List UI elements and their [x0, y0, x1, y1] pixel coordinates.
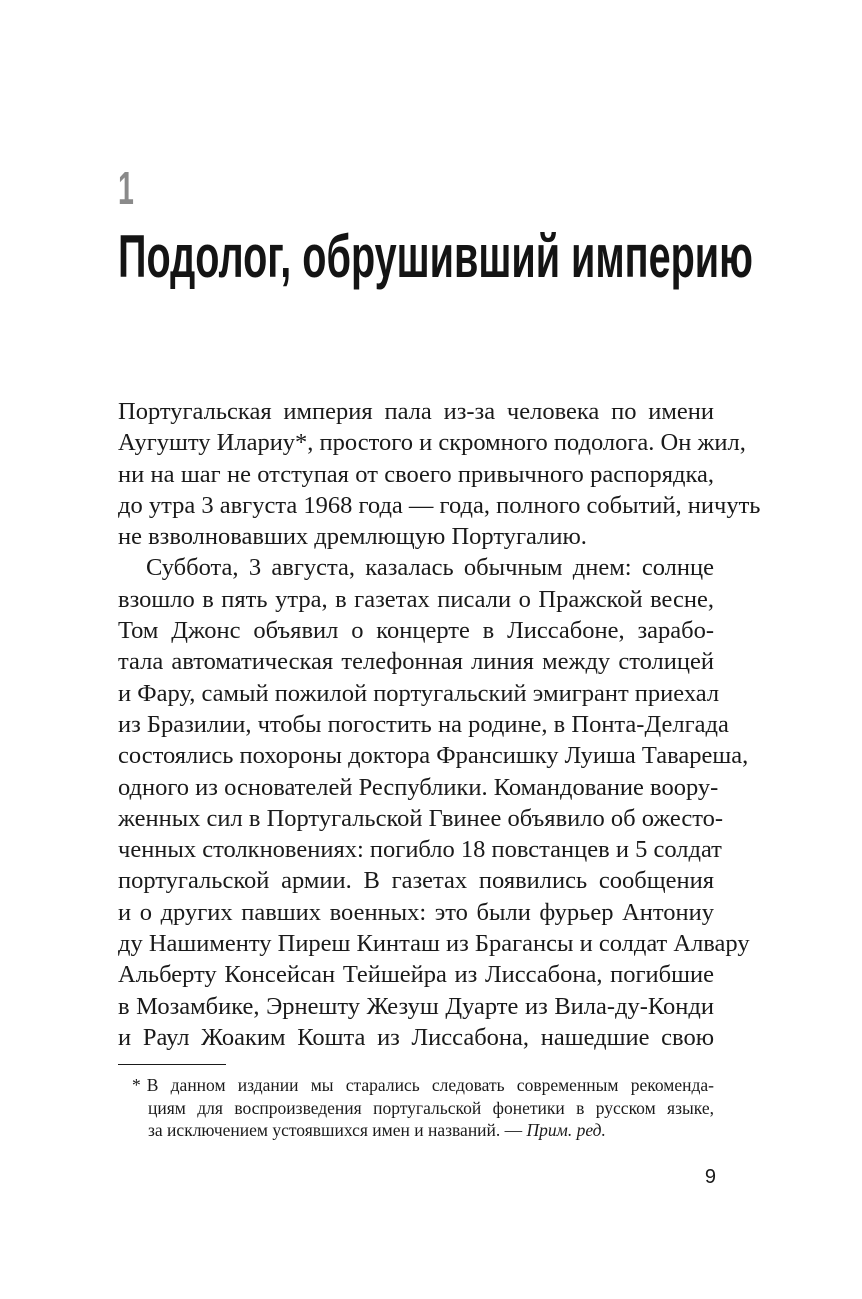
paragraph-1	[118, 396, 761, 552]
footnote-line	[118, 1119, 714, 1142]
chapter-title: Подолог, обрушивший империю	[118, 223, 753, 290]
text-line: до утра 3 августа 1968 года — года, полного событий, ничуть	[118, 491, 761, 519]
chapter-number: 1	[118, 162, 134, 214]
text-line: ченных столкновениях: погибло 18 повстанцев и 5 солдат	[118, 836, 722, 864]
body-text	[118, 396, 761, 1053]
text-line: взошло в пять утра, в газетах писали о Пражской весне,	[118, 585, 714, 613]
text-line: в Мозамбике, Эрнешту Жезуш Дуарте из Вила-ду-Конди	[118, 992, 714, 1020]
footnote-divider	[118, 1064, 226, 1065]
text-line: и Раул Жоаким Кошта из Лиссабона, нашедшие свою	[118, 1023, 714, 1051]
text-line: и Фару, самый пожилой португальский эмигрант приехал	[118, 679, 720, 707]
text-line: Суббота, 3 августа, казалась обычным днем: солнце	[146, 554, 714, 582]
footnote	[118, 1074, 714, 1142]
footnote-line	[118, 1074, 714, 1097]
text-line: состоялись похороны доктора Франсишку Луиша Тавареша,	[118, 742, 749, 770]
page-number: 9	[704, 1166, 716, 1188]
text-line: женных сил в Португальской Гвинее объявило об ожесто-	[118, 804, 724, 832]
footnote-line: циям для воспроизведения португальской фонетики в русском языке,	[148, 1097, 714, 1118]
footnote-text: за исключением устоявшихся имен и названий. —	[148, 1120, 523, 1140]
paragraph-2	[118, 552, 750, 1053]
text-line: Португальская империя пала из-за человека по имени	[118, 398, 714, 425]
text-line: Альберту Консейсан Тейшейра из Лиссабона, погибшие	[118, 961, 714, 989]
text-line: ду Нашименту Пиреш Кинташ из Брагансы и солдат Алвару	[118, 930, 750, 958]
text-line: тала автоматическая телефонная линия между столицей	[118, 648, 714, 676]
text-line: португальской армии. В газетах появились сообщения	[118, 867, 714, 895]
text-line: Том Джонс объявил о концерте в Лиссабоне, зарабо-	[118, 617, 714, 645]
editor-note: Прим. ред.	[526, 1120, 606, 1140]
text-line: не взволновавших дремлющую Португалию.	[118, 523, 587, 551]
text-line: одного из основателей Республики. Командование воору-	[118, 773, 719, 801]
text-line: Аугушту Илариу*, простого и скромного подолога. Он жил,	[118, 429, 746, 457]
text-line: из Бразилии, чтобы погостить на родине, в Понта-Делгада	[118, 710, 729, 738]
text-line: ни на шаг не отступая от своего привычного распорядка,	[118, 460, 714, 488]
footnote-text: В данном издании мы старались следовать современным рекоменда-	[146, 1075, 714, 1095]
text-line: и о других павших военных: это были фурьер Антониу	[118, 898, 714, 926]
footnote-marker: *	[132, 1075, 141, 1095]
